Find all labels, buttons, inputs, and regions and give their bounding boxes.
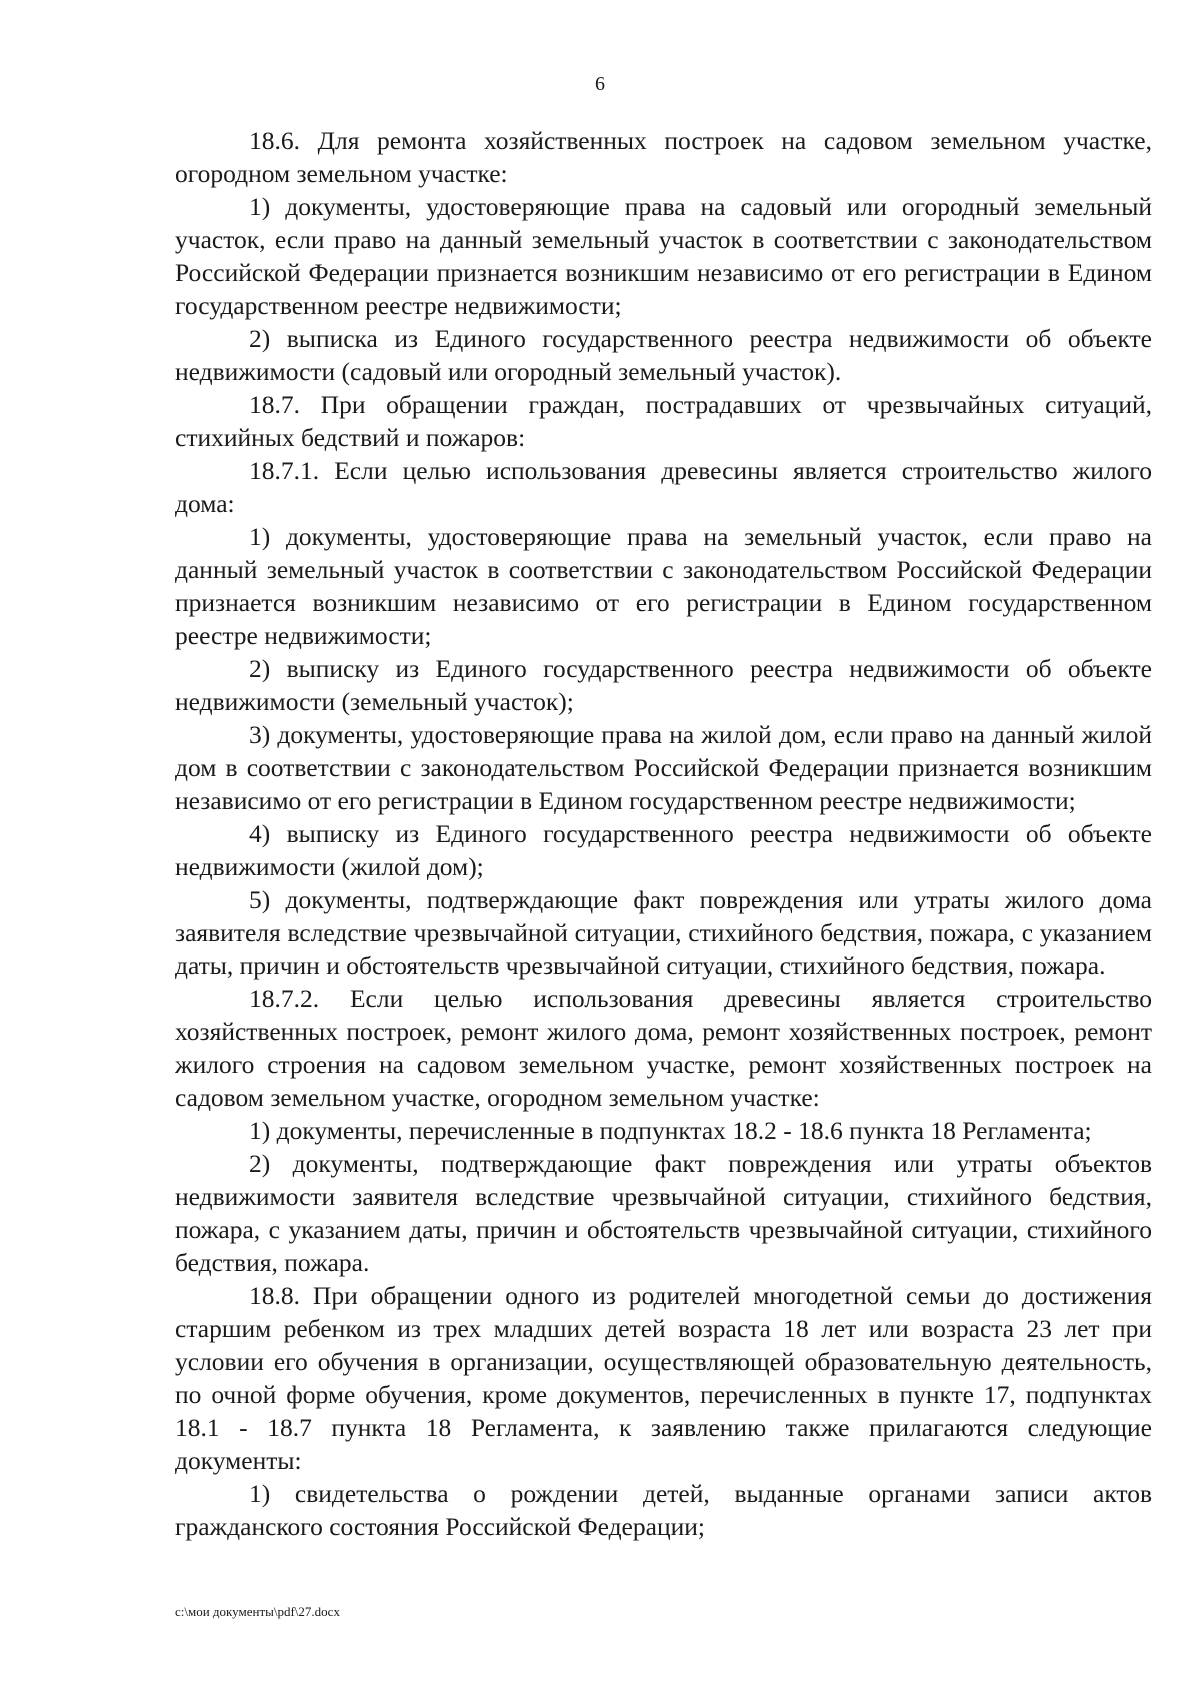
paragraph-18-7-1: 18.7.1. Если целью использования древесины является строительство жилого дома: — [175, 456, 1152, 518]
list-item: 1) свидетельства о рождении детей, выданные органами записи актов гражданского состояния Российской Федерации; — [175, 1479, 1152, 1541]
list-item: 4) выписку из Единого государственного реестра недвижимости об объекте недвижимости (жилой дом); — [175, 819, 1152, 881]
list-item: 1) документы, удостоверяющие права на земельный участок, если право на данный земельный участок в соответствии с законодательством Российской Федерации признается возникшим независимо от его регистрации в Едином государственном реестре недвижимости; — [175, 522, 1152, 650]
page-number: 6 — [595, 73, 605, 95]
paragraph-18-7-2: 18.7.2. Если целью использования древесины является строительство хозяйственных построек, ремонт жилого дома, ремонт хозяйственных построек, ремонт жилого строения на садовом земельном участке, ремонт хозяйственных построек на садовом земельном участке, огородном земельном участке: — [175, 984, 1152, 1112]
list-item: 1) документы, перечисленные в подпунктах 18.2 - 18.6 пункта 18 Регламента; — [249, 1116, 1092, 1145]
list-item: 3) документы, удостоверяющие права на жилой дом, если право на данный жилой дом в соответствии с законодательством Российской Федерации признается возникшим независимо от его регистрации в Едином государственном реестре недвижимости; — [175, 720, 1152, 815]
list-item: 2) выписка из Единого государственного реестра недвижимости об объекте недвижимости (садовый или огородный земельный участок). — [175, 324, 1152, 386]
paragraph-18-6: 18.6. Для ремонта хозяйственных построек на садовом земельном участке, огородном земельном участке: — [175, 126, 1152, 188]
list-item: 2) выписку из Единого государственного реестра недвижимости об объекте недвижимости (земельный участок); — [175, 654, 1152, 716]
list-item: 5) документы, подтверждающие факт повреждения или утраты жилого дома заявителя вследствие чрезвычайной ситуации, стихийного бедствия, пожара, с указанием даты, причин и обстоятельств чрезвычайной ситуации, стихийного бедствия, пожара. — [175, 885, 1152, 980]
list-item: 1) документы, удостоверяющие права на садовый или огородный земельный участок, если право на данный земельный участок в соответствии с законодательством Российской Федерации признается возникшим независимо от его регистрации в Едином государственном реестре недвижимости; — [175, 192, 1152, 320]
list-item: 2) документы, подтверждающие факт повреждения или утраты объектов недвижимости заявителя вследствие чрезвычайной ситуации, стихийного бедствия, пожара, с указанием даты, причин и обстоятельств чрезвычайной ситуации, стихийного бедствия, пожара. — [175, 1149, 1152, 1277]
document-body — [175, 124, 1152, 1543]
footer-file-path: c:\мои документы\pdf\27.docx — [175, 1604, 340, 1619]
paragraph-18-7: 18.7. При обращении граждан, пострадавших от чрезвычайных ситуаций, стихийных бедствий и пожаров: — [175, 390, 1152, 452]
paragraph-18-8: 18.8. При обращении одного из родителей многодетной семьи до достижения старшим ребенком из трех младших детей возраста 18 лет или возраста 23 лет при условии его обучения в организации, осуществляющей образовательную деятельность, по очной форме обучения, кроме документов, перечисленных в пункте 17, подпунктах 18.1 - 18.7 пункта 18 Регламента, к заявлению также прилагаются следующие документы: — [175, 1281, 1152, 1475]
